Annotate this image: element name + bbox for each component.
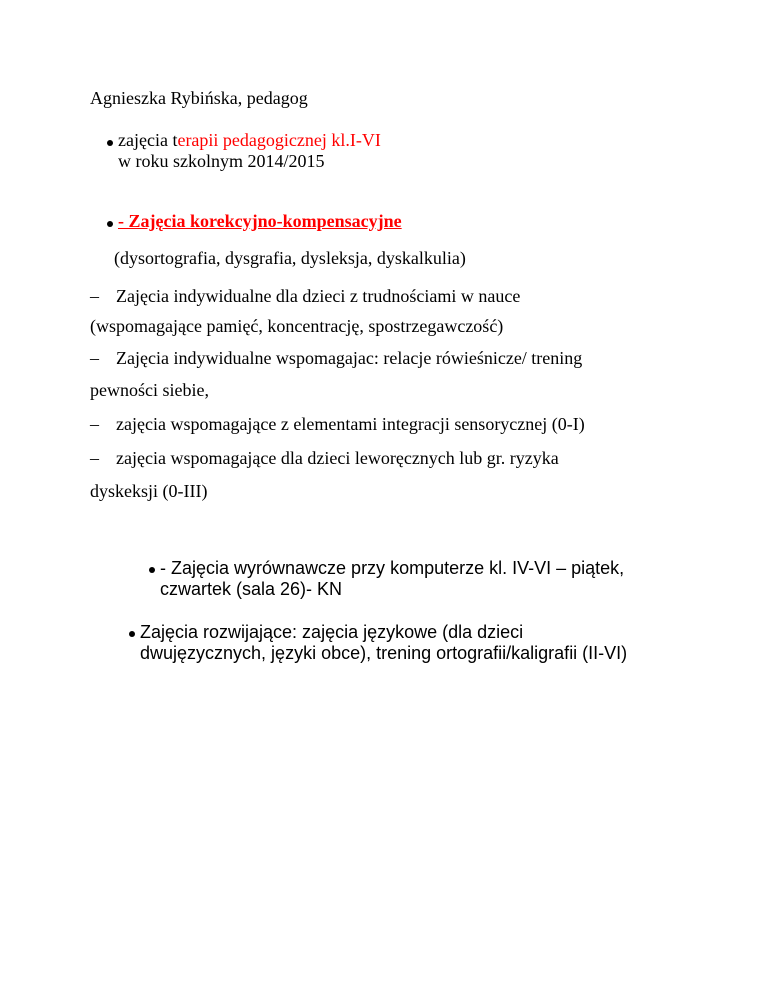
dash-item-4-line-2: dyskeksji (0-III) <box>90 481 208 501</box>
dash-item-2-line-2: pewności siebie, <box>90 380 209 400</box>
computer-bullet <box>160 558 624 600</box>
dash-icon: – <box>90 348 99 368</box>
dash-item-2-line-1: – Zajęcia indywidualne wspomagajac: relacje rówieśnicze/ trening <box>90 348 583 368</box>
dash-icon: – <box>90 414 99 434</box>
development-line-1: Zajęcia rozwijające: zajęcia językowe (dla dzieci <box>140 622 524 642</box>
therapy-red-text: erapii pedagogicznej <box>177 130 327 150</box>
bullet-dot-icon <box>129 631 135 637</box>
bullet-dot-icon <box>107 140 113 146</box>
computer-line-1: - Zajęcia wyrównawcze przy komputerze kl. IV-VI – piątek, <box>160 558 625 578</box>
bullet-dot-icon <box>149 567 155 573</box>
bullet-dot-icon <box>107 221 113 227</box>
dash-item-1-line-1: – Zajęcia indywidualne dla dzieci z trudnościami w nauce <box>90 286 521 306</box>
dash-icon: – <box>90 448 99 468</box>
correction-subtitle: (dysortografia, dysgrafia, dysleksja, dyskalkulia) <box>114 248 466 268</box>
correction-bullet <box>118 211 402 232</box>
author-line: Agnieszka Rybińska, pedagog <box>90 88 308 108</box>
computer-line-2: czwartek (sala 26)- KN <box>160 579 343 599</box>
dash-item-3-line-1: – zajęcia wspomagające z elementami integracji sensorycznej (0-I) <box>90 414 585 434</box>
dash-item-4-line-1: – zajęcia wspomagające dla dzieci leworęcznych lub gr. ryzyka <box>90 448 559 468</box>
development-bullet <box>140 622 627 664</box>
therapy-line-1 <box>118 130 381 151</box>
development-line-2: dwujęzycznych, języki obce), trening ortografii/kaligrafii (II-VI) <box>140 643 628 663</box>
therapy-prefix: zajęcia t <box>118 130 178 150</box>
dash-item-1-line-2: (wspomagające pamięć, koncentrację, spostrzegawczość) <box>90 316 504 336</box>
dash-icon: – <box>90 286 99 306</box>
therapy-class-range: kl.I-VI <box>326 130 381 150</box>
therapy-bullet <box>118 130 381 172</box>
correction-heading: - Zajęcia korekcyjno-kompensacyjne <box>118 211 402 231</box>
therapy-line-2: w roku szkolnym 2014/2015 <box>118 151 325 171</box>
